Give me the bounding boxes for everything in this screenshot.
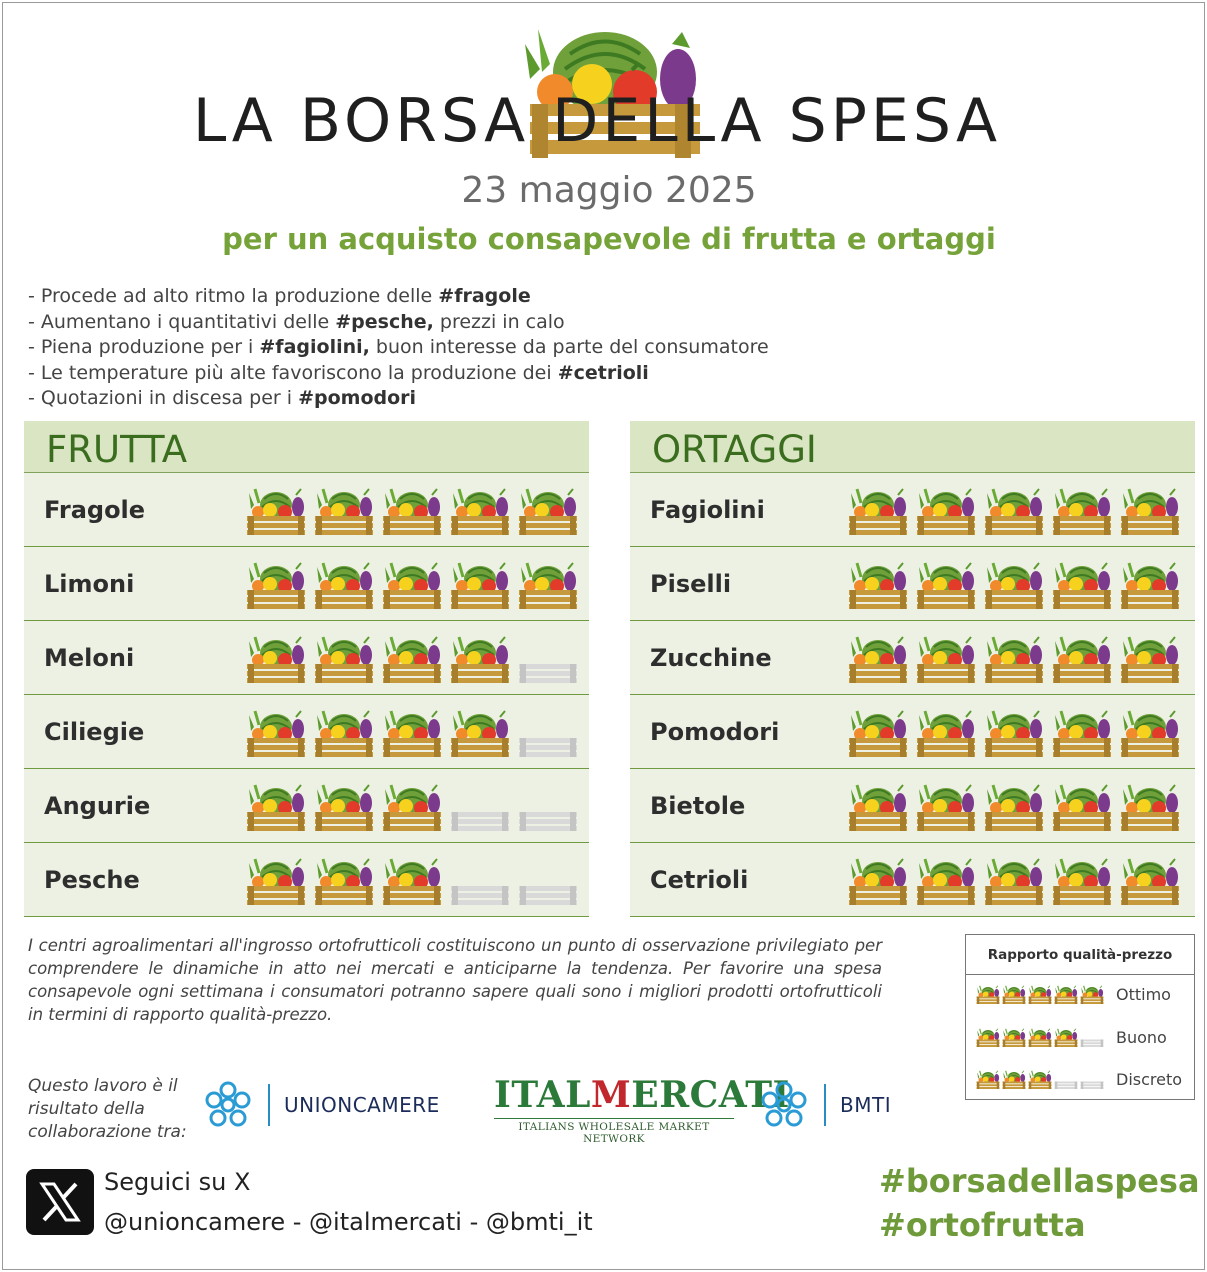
product-name: Piselli	[650, 570, 732, 598]
product-name: Meloni	[44, 644, 135, 672]
x-logo-icon[interactable]	[26, 1169, 94, 1235]
vegetable-crate-icon	[848, 635, 908, 683]
vegetable-crate-icon	[984, 561, 1044, 609]
frutta-heading: FRUTTA	[24, 421, 589, 473]
legend-crates	[976, 1070, 1104, 1089]
vegetable-crate-icon	[1120, 561, 1180, 609]
bmti-name: BMTI	[840, 1093, 892, 1117]
vegetable-crate-icon	[916, 635, 976, 683]
news-item: - Le temperature più alte favoriscono la produzione dei #cetrioli	[28, 361, 649, 384]
legend-row	[976, 1024, 1167, 1050]
vegetable-crate-icon	[246, 635, 306, 683]
product-name: Angurie	[44, 792, 151, 820]
vegetable-crate-icon	[246, 709, 306, 757]
news-item: - Aumentano i quantitativi delle #pesche, prezzi in calo	[28, 310, 565, 333]
social-handles[interactable]: @unioncamere - @italmercati - @bmti_it	[104, 1208, 593, 1236]
vegetable-crate-icon	[976, 985, 1000, 1004]
rating-crates	[848, 487, 1180, 537]
vegetable-crate-icon	[382, 487, 442, 535]
rating-crates	[246, 561, 578, 611]
legend-label: Ottimo	[1116, 984, 1171, 1004]
news-list	[28, 284, 928, 412]
empty-crate-icon	[518, 635, 578, 683]
product-row	[24, 695, 589, 769]
vegetable-crate-icon	[1120, 857, 1180, 905]
vegetable-crate-icon	[450, 709, 510, 757]
rating-legend	[965, 934, 1195, 1100]
vegetable-crate-icon	[848, 561, 908, 609]
vegetable-crate-icon	[916, 709, 976, 757]
empty-crate-icon	[1054, 1070, 1078, 1089]
vegetable-crate-icon	[976, 1028, 1000, 1047]
vegetable-crate-icon	[246, 857, 306, 905]
vegetable-crate-icon	[246, 561, 306, 609]
vegetable-crate-icon	[1002, 1070, 1026, 1089]
empty-crate-icon	[518, 709, 578, 757]
product-name: Pomodori	[650, 718, 780, 746]
vegetable-crate-icon	[916, 783, 976, 831]
product-name: Fragole	[44, 496, 146, 524]
empty-crate-icon	[450, 783, 510, 831]
news-item: - Procede ad alto ritmo la produzione delle #fragole	[28, 285, 531, 307]
product-name: Pesche	[44, 866, 140, 894]
vegetable-crate-icon	[984, 709, 1044, 757]
bulletin-date: 23 maggio 2025	[461, 170, 757, 211]
description-text: I centri agroalimentari all'ingrosso ortofrutticoli costituiscono un punto di osservazione privilegiato per comprendere le dinamiche in atto nei mercati e anticiparne la tendenza. Per favorire una spesa consapevole ogni settimana i consumatori potranno sapere quali sono i migliori prodotti ortofrutticoli in termini di rapporto qualità-prezzo.	[28, 936, 882, 1024]
product-name: Bietole	[650, 792, 746, 820]
flower-knot-icon	[202, 1080, 254, 1130]
product-row	[24, 621, 589, 695]
ortaggi-heading: ORTAGGI	[630, 421, 1195, 473]
partner-unioncamere	[202, 1080, 440, 1130]
vegetable-crate-icon	[450, 561, 510, 609]
collaboration-text: Questo lavoro è il risultato della collaborazione tra:	[28, 1076, 187, 1142]
vegetable-crate-icon	[1002, 985, 1026, 1004]
vegetable-crate-icon	[314, 635, 374, 683]
product-row	[630, 473, 1195, 547]
vegetable-crate-icon	[976, 1070, 1000, 1089]
legend-label: Discreto	[1116, 1069, 1183, 1089]
legend-row	[976, 1066, 1183, 1092]
vegetable-crate-icon	[1052, 783, 1112, 831]
vegetable-crate-icon	[1080, 985, 1104, 1004]
page-subtitle: per un acquisto consapevole di frutta e ortaggi	[222, 222, 996, 256]
vegetable-crate-icon	[916, 561, 976, 609]
vegetable-crate-icon	[382, 783, 442, 831]
rating-crates	[848, 709, 1180, 759]
vegetable-crate-icon	[1120, 709, 1180, 757]
product-row	[24, 769, 589, 843]
rating-crates	[848, 857, 1180, 907]
vegetable-crate-icon	[518, 561, 578, 609]
vegetable-crate-icon	[314, 783, 374, 831]
vegetable-crate-icon	[382, 635, 442, 683]
frutta-panel	[24, 421, 589, 918]
product-row	[630, 547, 1195, 621]
product-name: Cetrioli	[650, 866, 749, 894]
vegetable-crate-icon	[1052, 857, 1112, 905]
vegetable-crate-icon	[314, 709, 374, 757]
vegetable-crate-icon	[382, 561, 442, 609]
product-row	[630, 769, 1195, 843]
empty-crate-icon	[518, 783, 578, 831]
vegetable-crate-icon	[984, 783, 1044, 831]
vegetable-crate-icon	[518, 487, 578, 535]
vegetable-crate-icon	[382, 709, 442, 757]
rating-crates	[848, 783, 1180, 833]
vegetable-crate-icon	[1120, 783, 1180, 831]
vegetable-crate-icon	[1120, 635, 1180, 683]
vegetable-crate-icon	[1052, 709, 1112, 757]
rating-crates	[246, 783, 578, 833]
unioncamere-name: UNIONCAMERE	[284, 1093, 440, 1117]
vegetable-crate-icon	[984, 857, 1044, 905]
empty-crate-icon	[518, 857, 578, 905]
empty-crate-icon	[1080, 1070, 1104, 1089]
vegetable-crate-icon	[246, 783, 306, 831]
vegetable-crate-icon	[984, 487, 1044, 535]
vegetable-crate-icon	[916, 487, 976, 535]
rating-crates	[246, 709, 578, 759]
vegetable-crate-icon	[246, 487, 306, 535]
rating-crates	[246, 635, 578, 685]
empty-crate-icon	[1080, 1028, 1104, 1047]
news-item: - Piena produzione per i #fagiolini, buon interesse da parte del consumatore	[28, 336, 769, 358]
italmercati-name: ITALMERCATI	[494, 1074, 790, 1116]
flower-knot-icon	[758, 1080, 810, 1130]
follow-text: Seguici su X	[104, 1168, 251, 1196]
product-row	[24, 473, 589, 547]
vegetable-crate-icon	[1052, 561, 1112, 609]
product-row	[630, 843, 1195, 917]
vegetable-crate-icon	[848, 487, 908, 535]
product-name: Ciliegie	[44, 718, 145, 746]
partner-bmti	[758, 1080, 891, 1130]
vegetable-crate-icon	[314, 857, 374, 905]
product-name: Zucchine	[650, 644, 772, 672]
italmercati-tagline: ITALIANS WHOLESALE MARKET NETWORK	[494, 1118, 734, 1145]
legend-title: Rapporto qualità-prezzo	[966, 935, 1194, 975]
vegetable-crate-icon	[1052, 635, 1112, 683]
partner-separator	[824, 1084, 826, 1126]
product-name: Fagiolini	[650, 496, 765, 524]
product-row	[24, 843, 589, 917]
legend-crates	[976, 1028, 1104, 1047]
vegetable-crate-icon	[1120, 487, 1180, 535]
vegetable-crate-icon	[1028, 1028, 1052, 1047]
rating-crates	[246, 857, 578, 907]
rating-crates	[848, 635, 1180, 685]
legend-row	[976, 981, 1171, 1007]
legend-crates	[976, 985, 1104, 1004]
vegetable-crate-icon	[984, 635, 1044, 683]
vegetable-crate-icon	[1054, 1028, 1078, 1047]
vegetable-crate-icon	[1028, 1070, 1052, 1089]
product-row	[630, 695, 1195, 769]
vegetable-crate-icon	[848, 857, 908, 905]
vegetable-crate-icon	[382, 857, 442, 905]
rating-crates	[246, 487, 578, 537]
product-name: Limoni	[44, 570, 135, 598]
vegetable-crate-icon	[848, 783, 908, 831]
vegetable-crate-icon	[314, 487, 374, 535]
hashtag-borsadellaspesa[interactable]: #borsadellaspesa	[879, 1162, 1200, 1200]
vegetable-crate-icon	[450, 487, 510, 535]
hashtag-ortofrutta[interactable]: #ortofrutta	[879, 1206, 1086, 1244]
partner-separator	[268, 1084, 270, 1126]
product-row	[630, 621, 1195, 695]
vegetable-crate-icon	[1054, 985, 1078, 1004]
page-title: LA BORSA DELLA SPESA	[192, 86, 1002, 156]
vegetable-crate-icon	[848, 709, 908, 757]
partner-italmercati	[494, 1074, 790, 1145]
vegetable-crate-icon	[1002, 1028, 1026, 1047]
vegetable-crate-icon	[1052, 487, 1112, 535]
ortaggi-panel	[630, 421, 1195, 918]
empty-crate-icon	[450, 857, 510, 905]
vegetable-crate-icon	[1028, 985, 1052, 1004]
rating-crates	[848, 561, 1180, 611]
vegetable-crate-icon	[314, 561, 374, 609]
product-row	[24, 547, 589, 621]
news-item: - Quotazioni in discesa per i #pomodori	[28, 387, 417, 409]
vegetable-crate-icon	[916, 857, 976, 905]
vegetable-crate-icon	[450, 635, 510, 683]
legend-label: Buono	[1116, 1027, 1167, 1047]
